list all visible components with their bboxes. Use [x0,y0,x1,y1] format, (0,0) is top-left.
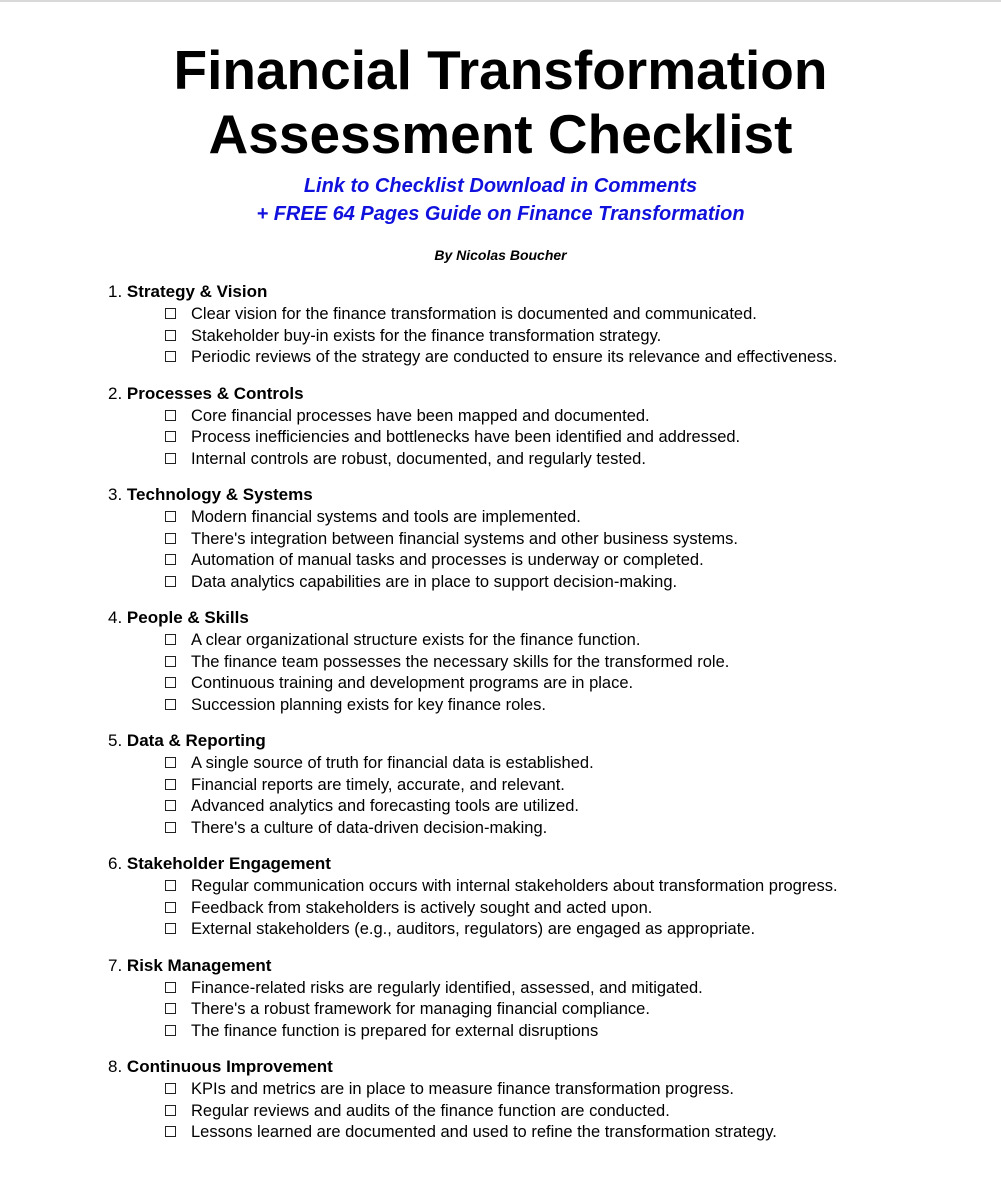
section-heading [0,852,1001,876]
checklist-item [0,876,1001,898]
checklist-item [0,775,1001,797]
checkbox-icon[interactable] [165,923,176,934]
checkbox-icon[interactable] [165,554,176,565]
checklist-item [0,304,1001,326]
checklist-section [0,606,1001,716]
section-title: Strategy & Vision [126,282,268,301]
page-title [0,38,1001,166]
checklist-section [0,280,1001,369]
checklist-item [0,550,1001,572]
checkbox-icon[interactable] [165,982,176,993]
checklist-item-text: Internal controls are robust, documented, and regularly tested. [191,449,646,468]
checklist-item-text: Financial reports are timely, accurate, and relevant. [191,775,565,794]
checkbox-icon[interactable] [165,880,176,891]
section-heading [0,1055,1001,1079]
checklist-sections [0,280,1001,1157]
checkbox-icon[interactable] [165,779,176,790]
checklist-item [0,427,1001,449]
checklist-section [0,852,1001,941]
section-number: 2. [108,383,123,403]
top-divider [0,0,1001,2]
checklist-item-text: Data analytics capabilities are in place to support decision-making. [191,572,678,591]
checkbox-icon[interactable] [165,330,176,341]
checklist-section [0,382,1001,471]
checklist-item-text: Periodic reviews of the strategy are conducted to ensure its relevance and effectiveness. [191,348,838,366]
checkbox-icon[interactable] [165,800,176,811]
checklist-item [0,753,1001,775]
checklist-item [0,1101,1001,1123]
checklist-item [0,673,1001,695]
section-number: 6. [108,854,123,873]
checkbox-icon[interactable] [165,1126,176,1137]
checklist-item-text: Lessons learned are documented and used to refine the transformation strategy. [191,1123,777,1141]
checklist-item [0,1079,1001,1101]
checklist-item [0,406,1001,428]
section-number: 3. [108,485,123,504]
checklist-item-text: The finance function is prepared for external disruptions [191,1021,599,1040]
checkbox-icon[interactable] [165,1105,176,1116]
checklist-item [0,652,1001,674]
title-line-1: Financial Transformation [173,39,828,101]
checklist-item [0,919,1001,941]
section-title: Technology & Systems [126,485,313,504]
checklist-item [0,978,1001,1000]
checklist-item [0,326,1001,348]
checkbox-icon[interactable] [165,677,176,688]
checklist-item-text: A clear organizational structure exists for the finance function. [191,631,641,649]
checklist-item-text: Core financial processes have been mapped and documented. [191,406,650,425]
checklist-item [0,507,1001,529]
checklist-item-text: A single source of truth for financial data is established. [191,754,594,772]
checklist-item-text: Stakeholder buy-in exists for the finance transformation strategy. [191,326,662,345]
checklist-item [0,347,1001,369]
checkbox-icon[interactable] [165,533,176,544]
section-heading [0,382,1001,406]
checklist-item [0,572,1001,594]
subtitle-line-2: + FREE 64 Pages Guide on Finance Transformation [256,203,745,225]
checkbox-icon[interactable] [165,511,176,522]
checklist-section [0,1055,1001,1144]
checklist-item-text: External stakeholders (e.g., auditors, regulators) are engaged as appropriate. [191,920,756,938]
checklist-item [0,796,1001,818]
section-title: Data & Reporting [126,731,266,750]
checklist-item-text: There's integration between financial systems and other business systems. [191,529,739,548]
checklist-section [0,954,1001,1043]
checkbox-icon[interactable] [165,902,176,913]
checklist-item-text: Modern financial systems and tools are implemented. [191,508,581,526]
section-title: Continuous Improvement [126,1057,333,1076]
checklist-item-text: Regular communication occurs with internal stakeholders about transformation progress. [191,877,838,895]
checklist-item-text: The finance team possesses the necessary skills for the transformed role. [191,652,730,671]
section-number: 4. [108,608,123,627]
subtitle [0,172,1001,228]
checklist-item-text: Process inefficiencies and bottlenecks have been identified and addressed. [191,428,741,446]
checkbox-icon[interactable] [165,431,176,442]
checklist-item [0,695,1001,717]
checkbox-icon[interactable] [165,410,176,421]
checklist-item-text: Regular reviews and audits of the finance function are conducted. [191,1101,670,1120]
section-number: 7. [108,955,123,975]
checkbox-icon[interactable] [165,1003,176,1014]
checkbox-icon[interactable] [165,699,176,710]
checklist-section [0,729,1001,839]
section-title: People & Skills [126,608,249,627]
checklist-section [0,483,1001,593]
section-number: 5. [108,731,123,750]
checklist-item-text: There's a robust framework for managing financial compliance. [191,1000,650,1018]
checklist-item-text: KPIs and metrics are in place to measure finance transformation progress. [191,1080,734,1098]
checklist-item-text: Succession planning exists for key finance roles. [191,695,546,714]
byline: By Nicolas Boucher [434,247,567,263]
checkbox-icon[interactable] [165,308,176,319]
section-title: Processes & Controls [126,383,304,403]
section-number: 8. [108,1057,123,1076]
checklist-item [0,818,1001,840]
checkbox-icon[interactable] [165,822,176,833]
checkbox-icon[interactable] [165,1083,176,1094]
checklist-item [0,630,1001,652]
checklist-item-text: Clear vision for the finance transformation is documented and communicated. [191,305,757,323]
checklist-item [0,999,1001,1021]
title-line-2: Assessment Checklist [208,103,793,165]
checklist-item [0,1122,1001,1144]
section-title: Risk Management [126,955,272,975]
checklist-item-text: There's a culture of data-driven decision-making. [191,818,548,837]
checklist-item-text: Finance-related risks are regularly identified, assessed, and mitigated. [191,978,703,997]
checkbox-icon[interactable] [165,1025,176,1036]
checkbox-icon[interactable] [165,656,176,667]
checkbox-icon[interactable] [165,757,176,768]
section-heading [0,954,1001,978]
checklist-item [0,1021,1001,1043]
checklist-item-text: Automation of manual tasks and processes is underway or completed. [191,551,704,569]
checklist-item-text: Continuous training and development programs are in place. [191,674,634,692]
checklist-item [0,898,1001,920]
section-heading [0,606,1001,630]
subtitle-line-1: Link to Checklist Download in Comments [303,175,698,197]
section-title: Stakeholder Engagement [126,854,331,873]
checklist-item-text: Feedback from stakeholders is actively sought and acted upon. [191,898,653,917]
section-heading [0,280,1001,304]
checkbox-icon[interactable] [165,351,176,362]
checklist-item-text: Advanced analytics and forecasting tools are utilized. [191,797,579,815]
checklist-item [0,529,1001,551]
section-heading [0,483,1001,507]
section-heading [0,729,1001,753]
checklist-item [0,449,1001,471]
checkbox-icon[interactable] [165,453,176,464]
checkbox-icon[interactable] [165,576,176,587]
section-number: 1. [108,282,123,301]
checkbox-icon[interactable] [165,634,176,645]
